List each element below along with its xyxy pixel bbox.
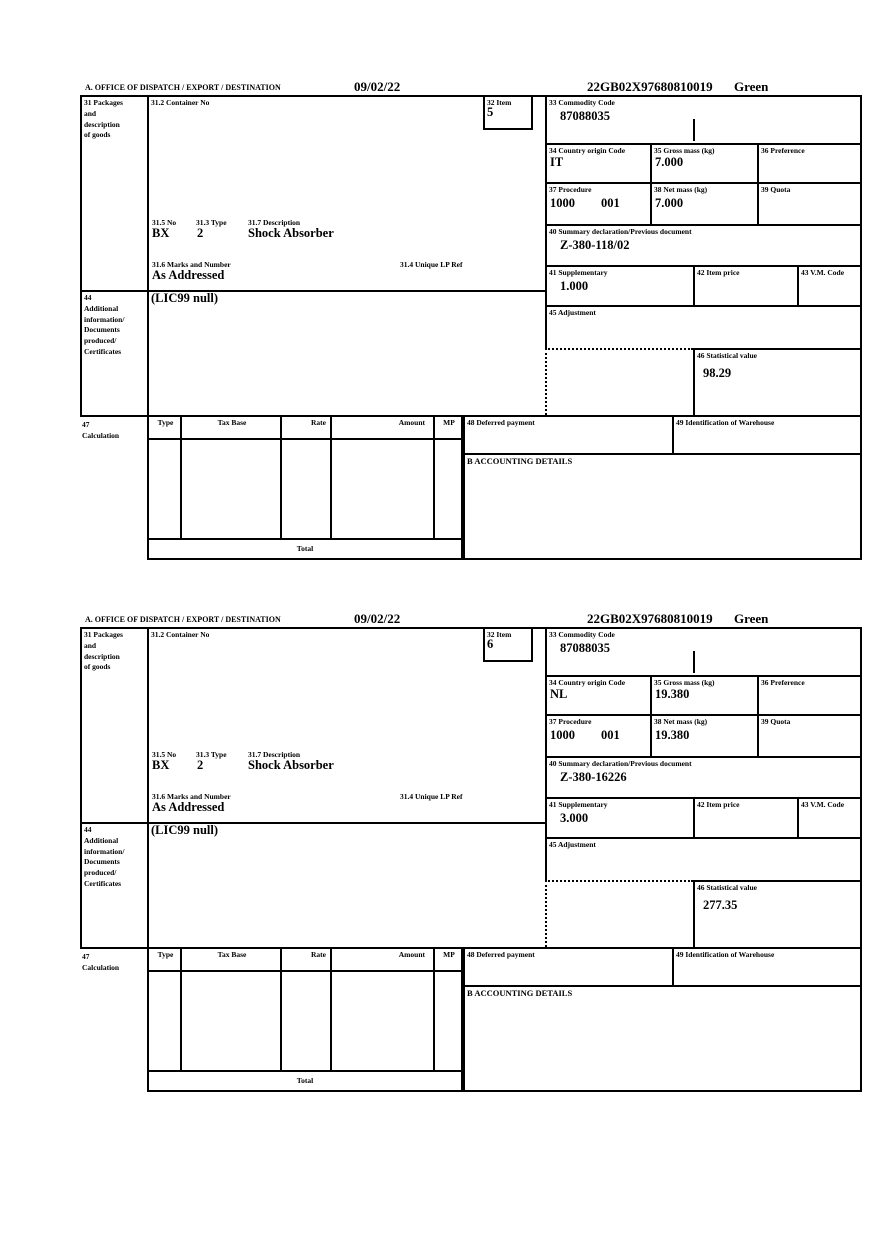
commodity-code-value: 87088035	[560, 640, 610, 655]
box-35-gross-mass-cell	[650, 675, 757, 714]
box-31-packages-label-cell	[80, 95, 147, 290]
gross-mass-value: 7.000	[655, 154, 684, 169]
box-45-adjustment-cell	[545, 837, 862, 880]
marks-value: As Addressed	[152, 268, 225, 282]
box-44-label-line: Additional	[84, 303, 119, 313]
net-mass-label: 38 Net mass (kg)	[654, 717, 708, 726]
calc-header-mp: MP	[433, 415, 463, 440]
summary-declaration-value: Z-380-118/02	[560, 237, 630, 252]
box-31-label-line: description	[84, 119, 120, 129]
box-42-item-price-cell	[693, 797, 797, 837]
routing-status: Green	[734, 611, 769, 626]
package-no-value: BX	[152, 226, 170, 240]
pkg-description-label: 31.7 Description	[248, 750, 301, 759]
box-46-statistical-value-cell	[693, 880, 862, 949]
box-32-item-cell	[483, 627, 533, 662]
box-31-label-line: 31 Packages	[84, 630, 123, 639]
summary-declaration-label: 40 Summary declaration/Previous document	[549, 227, 692, 236]
item-price-label: 42 Item price	[697, 800, 740, 809]
declaration-item-block	[80, 611, 862, 1105]
commodity-code-value: 87088035	[560, 108, 610, 123]
box-33-commodity-code-cell	[545, 95, 862, 143]
office-of-dispatch-label: A. OFFICE OF DISPATCH / EXPORT / DESTINATION	[85, 615, 281, 624]
box-41-supplementary-cell	[545, 797, 693, 837]
box-31-label-line: of goods	[84, 130, 111, 140]
pkg-type-label: 31.3 Type	[196, 218, 227, 227]
box-31-label-line: and	[84, 108, 97, 118]
box-38-net-mass-cell	[650, 714, 757, 756]
box-48-deferred-payment-cell	[463, 415, 672, 453]
box-46-statistical-value-cell	[693, 348, 862, 417]
deferred-payment-label: 48 Deferred payment	[467, 418, 535, 427]
declaration-reference: 22GB02X97680810019	[587, 79, 713, 94]
commodity-code-label: 33 Commodity Code	[549, 630, 615, 639]
warehouse-id-label: 49 Identification of Warehouse	[676, 950, 775, 959]
box-47-calculation-label-cell	[80, 419, 119, 441]
package-type-value: 2	[197, 758, 204, 772]
unique-lp-ref-label: 31.4 Unique LP Ref	[400, 260, 463, 269]
box-43-vm-code-cell	[797, 797, 862, 837]
package-type-value: 2	[197, 226, 204, 240]
procedure-label: 37 Procedure	[549, 717, 592, 726]
box-44-label-cell	[80, 290, 147, 415]
calc-body-tax-base	[180, 972, 280, 1070]
procedure-value-main: 1000	[550, 195, 575, 210]
box-44-label-line: 44	[84, 293, 92, 302]
item-number-value: 5	[487, 104, 494, 119]
box-39-quota-cell	[757, 182, 862, 224]
vm-code-label: 43 V.M. Code	[801, 800, 845, 809]
box-35-gross-mass-cell	[650, 143, 757, 182]
country-origin-label: 34 Country origin Code	[549, 678, 626, 687]
box-31-packages-label-cell	[80, 627, 147, 822]
box-34-country-origin-cell	[545, 143, 650, 182]
box-33-commodity-code-cell	[545, 627, 862, 675]
box-36-preference-cell	[757, 143, 862, 182]
marks-value: As Addressed	[152, 800, 225, 814]
package-no-value: BX	[152, 758, 170, 772]
box-38-net-mass-cell	[650, 182, 757, 224]
country-origin-label: 34 Country origin Code	[549, 146, 626, 155]
procedure-label: 37 Procedure	[549, 185, 592, 194]
declaration-reference: 22GB02X97680810019	[587, 611, 713, 626]
box-47-label-line: Calculation	[82, 962, 120, 972]
commodity-code-label: 33 Commodity Code	[549, 98, 615, 107]
box-47-label-line: 47	[82, 420, 90, 429]
calc-body-mp	[433, 440, 463, 538]
box-40-summary-declaration-cell	[545, 224, 862, 265]
box-40-summary-declaration-cell	[545, 756, 862, 797]
supplementary-label: 41 Supplementary	[549, 268, 608, 277]
box-47-calculation-label-cell	[80, 951, 119, 973]
box-44-label-line: information/	[84, 846, 125, 856]
box-31-label-line: of goods	[84, 662, 111, 672]
vm-code-label: 43 V.M. Code	[801, 268, 845, 277]
commodity-code-divider	[693, 119, 695, 141]
calc-total-row: Total	[147, 538, 463, 560]
accounting-details-label: B ACCOUNTING DETAILS	[467, 456, 573, 466]
calc-header-type: Type	[147, 947, 180, 972]
quota-label: 39 Quota	[761, 717, 791, 726]
routing-status: Green	[734, 79, 769, 94]
marks-number-label: 31.6 Marks and Number	[152, 792, 231, 801]
package-description-value: Shock Absorber	[248, 758, 334, 772]
container-no-label: 31.2 Container No	[151, 98, 210, 107]
declaration-item-block	[80, 79, 862, 573]
additional-info-value: (LIC99 null)	[151, 823, 219, 837]
box-37-procedure-cell	[545, 714, 650, 756]
country-origin-value: IT	[550, 154, 564, 169]
box-44-label-line: Documents	[84, 857, 120, 867]
box-47-label-line: Calculation	[82, 430, 120, 440]
box-44-label-line: Certificates	[84, 346, 122, 356]
calc-header-tax-base: Tax Base	[180, 947, 280, 972]
supplementary-value: 1.000	[560, 278, 589, 293]
package-description-value: Shock Absorber	[248, 226, 334, 240]
accounting-details-cell	[463, 453, 862, 560]
supplementary-value: 3.000	[560, 810, 589, 825]
calc-header-amount: Amount	[330, 415, 433, 440]
box-44-content-cell	[147, 822, 545, 947]
item-number-value: 6	[487, 636, 494, 651]
box-49-warehouse-cell	[672, 415, 862, 453]
gross-mass-value: 19.380	[655, 686, 690, 701]
net-mass-value: 19.380	[655, 727, 690, 742]
box-45-adjustment-cell	[545, 305, 862, 348]
adjustment-label: 45 Adjustment	[549, 840, 596, 849]
declaration-date: 09/02/22	[354, 611, 401, 626]
deferred-payment-label: 48 Deferred payment	[467, 950, 535, 959]
calc-body-rate	[280, 972, 330, 1070]
calc-body-rate	[280, 440, 330, 538]
calc-header-tax-base: Tax Base	[180, 415, 280, 440]
marks-number-label: 31.6 Marks and Number	[152, 260, 231, 269]
calc-header-rate: Rate	[280, 947, 330, 972]
country-origin-value: NL	[550, 686, 568, 701]
calc-header-mp: MP	[433, 947, 463, 972]
box-46-dotted-region	[545, 348, 693, 415]
procedure-value-main: 1000	[550, 727, 575, 742]
box-49-warehouse-cell	[672, 947, 862, 985]
box-41-supplementary-cell	[545, 265, 693, 305]
calc-total-row: Total	[147, 1070, 463, 1092]
gross-mass-label: 35 Gross mass (kg)	[654, 678, 715, 687]
statistical-value: 277.35	[703, 897, 738, 912]
calc-body-amount	[330, 972, 433, 1070]
block-header	[80, 611, 862, 627]
procedure-value-extra: 001	[601, 195, 620, 210]
additional-info-value: (LIC99 null)	[151, 291, 219, 305]
box-34-country-origin-cell	[545, 675, 650, 714]
office-of-dispatch-label: A. OFFICE OF DISPATCH / EXPORT / DESTINATION	[85, 83, 281, 92]
pkg-no-label: 31.5 No	[152, 750, 177, 759]
box-31-label-line: 31 Packages	[84, 98, 123, 107]
statistical-value-label: 46 Statistical value	[697, 351, 757, 360]
box-44-label-cell	[80, 822, 147, 947]
box-44-content-cell	[147, 290, 545, 415]
unique-lp-ref-label: 31.4 Unique LP Ref	[400, 792, 463, 801]
supplementary-label: 41 Supplementary	[549, 800, 608, 809]
calc-body-type	[147, 440, 180, 538]
warehouse-id-label: 49 Identification of Warehouse	[676, 418, 775, 427]
box-44-label-line: 44	[84, 825, 92, 834]
box-44-label-line: produced/	[84, 868, 117, 877]
declaration-date: 09/02/22	[354, 79, 401, 94]
box-48-deferred-payment-cell	[463, 947, 672, 985]
box-44-label-line: Documents	[84, 325, 120, 335]
summary-declaration-value: Z-380-16226	[560, 769, 627, 784]
net-mass-value: 7.000	[655, 195, 684, 210]
block-header	[80, 79, 862, 95]
quota-label: 39 Quota	[761, 185, 791, 194]
adjustment-label: 45 Adjustment	[549, 308, 596, 317]
calc-body-amount	[330, 440, 433, 538]
box-47-label-line: 47	[82, 952, 90, 961]
commodity-code-divider	[693, 651, 695, 673]
statistical-value-label: 46 Statistical value	[697, 883, 757, 892]
statistical-value: 98.29	[703, 365, 732, 380]
box-39-quota-cell	[757, 714, 862, 756]
accounting-details-label: B ACCOUNTING DETAILS	[467, 988, 573, 998]
procedure-value-extra: 001	[601, 727, 620, 742]
box-42-item-price-cell	[693, 265, 797, 305]
calc-body-mp	[433, 972, 463, 1070]
preference-label: 36 Preference	[761, 678, 805, 687]
item-price-label: 42 Item price	[697, 268, 740, 277]
box-32-item-cell	[483, 95, 533, 130]
net-mass-label: 38 Net mass (kg)	[654, 185, 708, 194]
gross-mass-label: 35 Gross mass (kg)	[654, 146, 715, 155]
box-44-label-line: Certificates	[84, 878, 122, 888]
accounting-details-cell	[463, 985, 862, 1092]
box-44-label-line: information/	[84, 314, 125, 324]
pkg-description-label: 31.7 Description	[248, 218, 301, 227]
box-37-procedure-cell	[545, 182, 650, 224]
calc-header-type: Type	[147, 415, 180, 440]
container-no-label: 31.2 Container No	[151, 630, 210, 639]
preference-label: 36 Preference	[761, 146, 805, 155]
box-44-label-line: Additional	[84, 835, 119, 845]
box-44-label-line: produced/	[84, 336, 117, 345]
box-31-label-line: and	[84, 640, 97, 650]
box-43-vm-code-cell	[797, 265, 862, 305]
pkg-type-label: 31.3 Type	[196, 750, 227, 759]
summary-declaration-label: 40 Summary declaration/Previous document	[549, 759, 692, 768]
calc-body-type	[147, 972, 180, 1070]
item-label: 32 Item	[487, 98, 512, 107]
calc-header-rate: Rate	[280, 415, 330, 440]
calc-body-tax-base	[180, 440, 280, 538]
box-31-label-line: description	[84, 651, 120, 661]
calc-header-amount: Amount	[330, 947, 433, 972]
pkg-no-label: 31.5 No	[152, 218, 177, 227]
item-label: 32 Item	[487, 630, 512, 639]
box-36-preference-cell	[757, 675, 862, 714]
box-46-dotted-region	[545, 880, 693, 947]
